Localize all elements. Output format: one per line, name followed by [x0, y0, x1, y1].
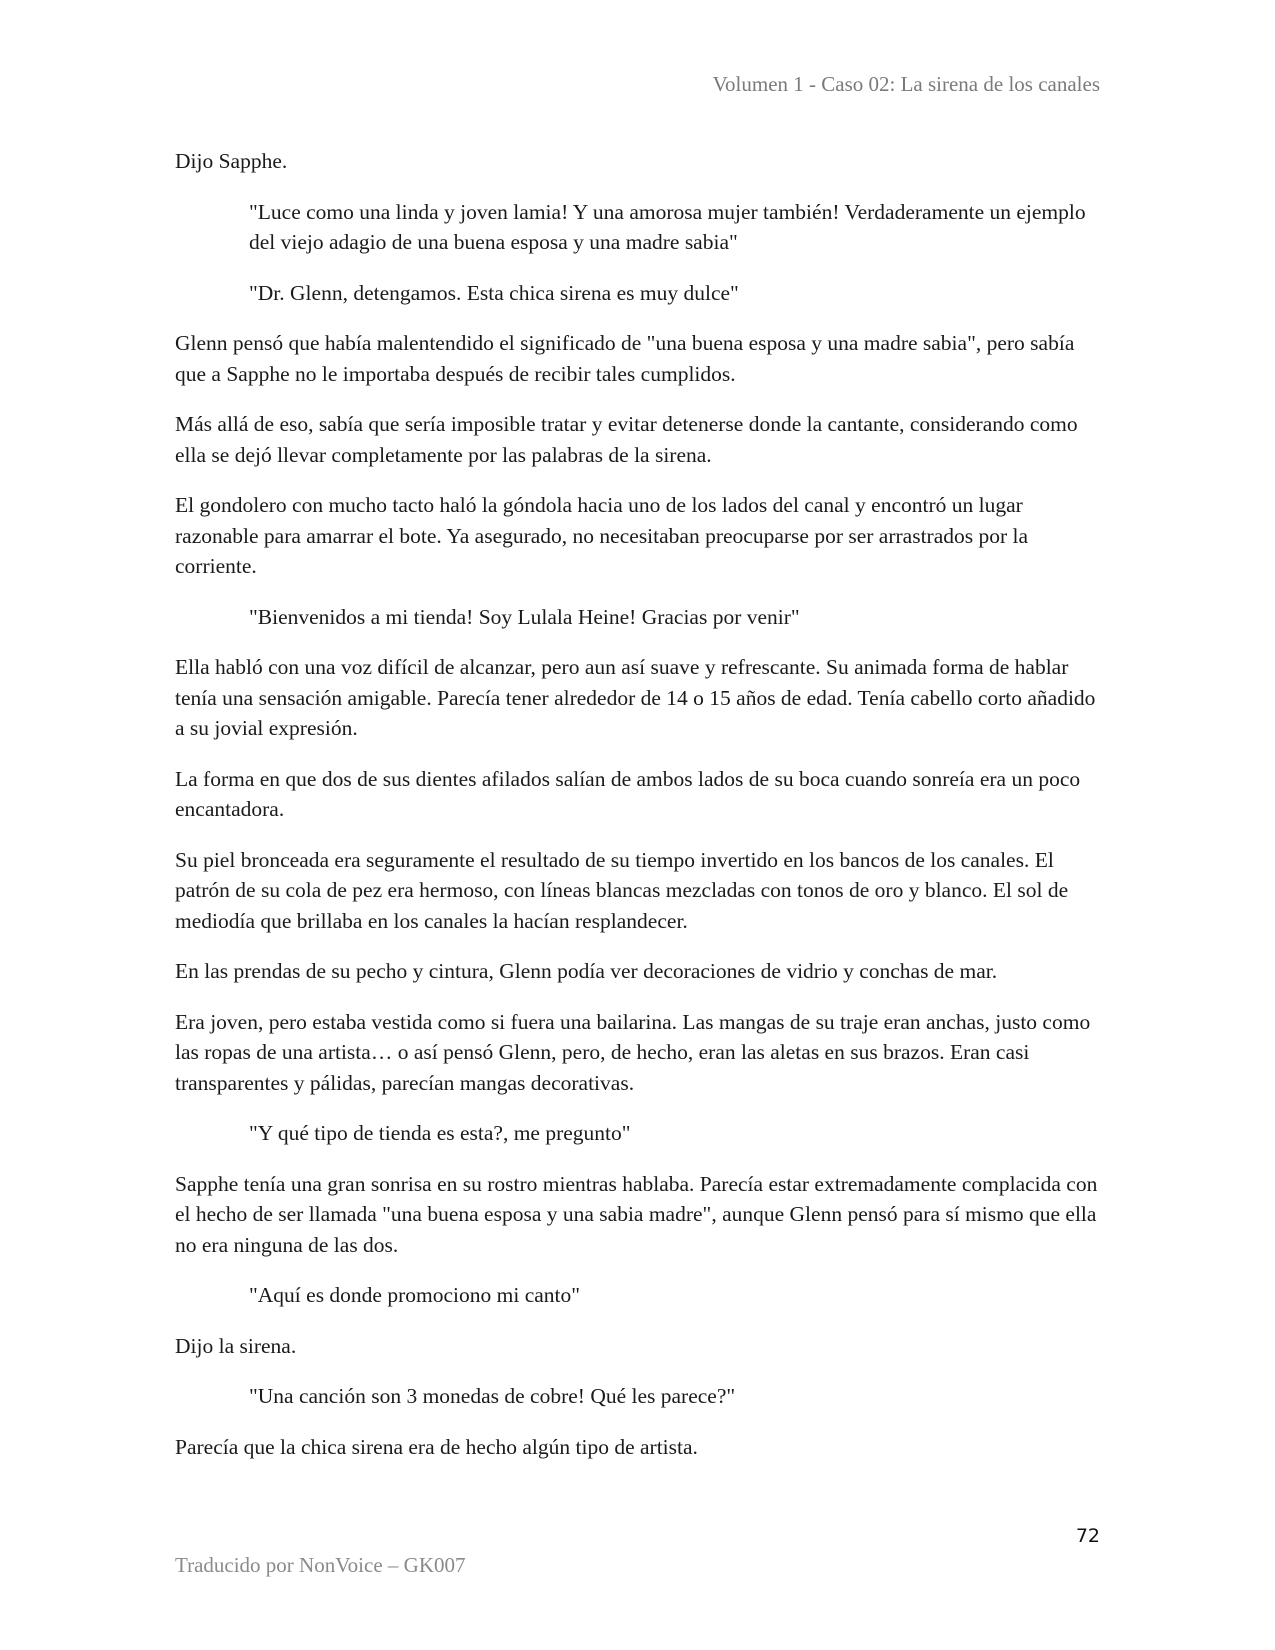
paragraph-narration: Glenn pensó que había malentendido el significado de "una buena esposa y una madre sabia", pero sabía que a Sapphe no le importaba después de recibir tales cumplidos. [175, 331, 1075, 386]
paragraph-narration: En las prendas de su pecho y cintura, Glenn podía ver decoraciones de vidrio y conchas de mar. [175, 959, 998, 983]
paragraph-narration: Su piel bronceada era seguramente el resultado de su tiempo invertido en los bancos de los canales. El patrón de su cola de pez era hermoso, con líneas blancas mezcladas con tonos de oro y blanco. El sol de mediodía que brillaba en los canales la hacían resplandecer. [175, 847, 1069, 933]
paragraph-narration: Sapphe tenía una gran sonrisa en su rostro mientras hablaba. Parecía estar extremadamente complacida con el hecho de ser llamada "una buena esposa y una sabia madre", aunque Glenn pensó para sí mismo que ella no era ninguna de las dos. [175, 1171, 1098, 1257]
paragraph-dialogue: "Una canción son 3 monedas de cobre! Qué les parece?" [249, 1384, 736, 1408]
paragraph-narration: Dijo la sirena. [175, 1333, 297, 1358]
paragraph-dialogue: "Bienvenidos a mi tienda! Soy Lulala Heine! Gracias por venir" [249, 604, 800, 629]
page-number: 72 [1075, 1525, 1100, 1547]
paragraph-narration: Era joven, pero estaba vestida como si fuera una bailarina. Las mangas de su traje eran anchas, justo como las ropas de una artista… o así pensó Glenn, pero, de hecho, eran las aletas en sus brazos. Eran casi transparentes y pálidas, parecían mangas decorativas. [175, 1009, 1091, 1095]
running-header: Volumen 1 - Caso 02: La sirena de los canales [712, 72, 1100, 96]
paragraph-dialogue: "Luce como una linda y joven lamia! Y una amorosa mujer también! Verdaderamente un ejemplo del viejo adagio de una buena esposa y una madre sabia" [249, 199, 1086, 254]
paragraph-narration: Más allá de eso, sabía que sería imposible tratar y evitar detenerse donde la cantante, considerando como ella se dejó llevar completamente por las palabras de la sirena. [175, 412, 1078, 467]
paragraph-dialogue: "Aquí es donde promociono mi canto" [249, 1283, 581, 1307]
paragraph-narration: Parecía que la chica sirena era de hecho algún tipo de artista. [175, 1434, 698, 1459]
page-body [175, 146, 1100, 1482]
paragraph-narration: Dijo Sapphe. [175, 149, 288, 173]
paragraph-narration: El gondolero con mucho tacto haló la góndola hacia uno de los lados del canal y encontró un lugar razonable para amarrar el bote. Ya asegurado, no necesitaban preocuparse por ser arrastrados por la corriente. [175, 493, 1029, 578]
paragraph-narration: Ella habló con una voz difícil de alcanzar, pero aun así suave y refrescante. Su animada forma de hablar tenía una sensación amigable. Parecía tener alrededor de 14 o 15 años de edad. Tenía cabello corto añadido a su jovial expresión. [175, 655, 1096, 740]
paragraph-dialogue: "Dr. Glenn, detengamos. Esta chica sirena es muy dulce" [249, 280, 739, 305]
paragraph-dialogue: "Y qué tipo de tienda es esta?, me pregunto" [249, 1121, 631, 1145]
paragraph-narration: La forma en que dos de sus dientes afilados salían de ambos lados de su boca cuando sonreía era un poco encantadora. [175, 766, 1081, 821]
translator-credit: Traducido por NonVoice – GK007 [175, 1553, 466, 1577]
